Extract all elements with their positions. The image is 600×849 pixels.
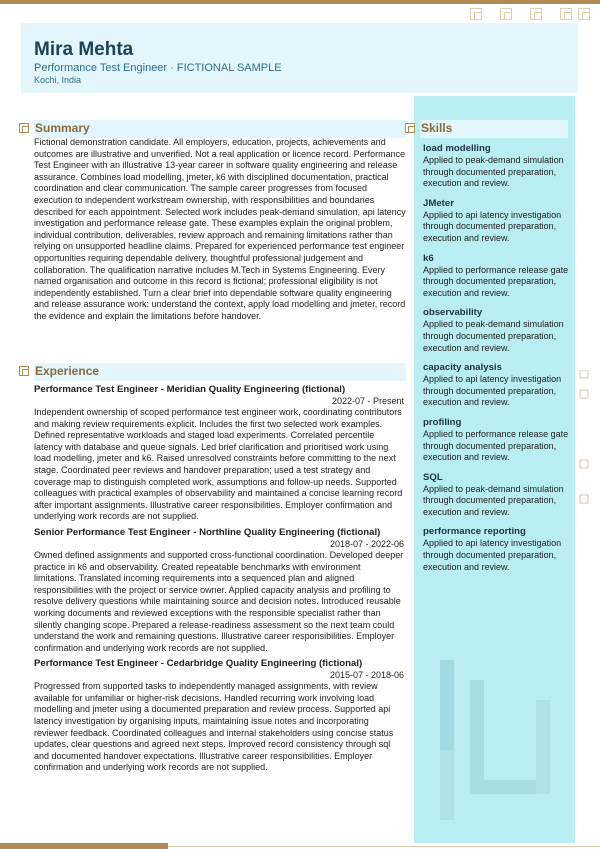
job-dates: 2018-07 - 2022-06 [329, 538, 404, 549]
skill-item [423, 143, 569, 190]
section-square-icon [405, 123, 415, 133]
skill-name: capacity analysis [423, 362, 502, 374]
bottom-accent-bar [0, 843, 168, 849]
decorative-shape-icon [440, 660, 560, 820]
experience-title: Experience [35, 364, 100, 378]
square-icon [500, 8, 512, 20]
skill-name: profiling [423, 416, 462, 428]
skills-heading [420, 120, 568, 138]
job-description: Progressed from supported tasks to independently managed assignments, with review available for unfamiliar or higher-risk decisions. Handled recurring work involving load modelling and jmeter using a documented preparation and review process. Supported api latency investigation by organising inputs, maintaining issue notes and incorporating reviewer feedback. Coordinated colleagues and internal stakeholders using concise status updates, clear questions and agreed next steps. Improved record consistency through sql and documented handover expectations. Illustrative career responsibilities. Employer confirmation and underlying work records are not supplied. [34, 681, 394, 773]
job-entry [34, 658, 404, 774]
skills-list [406, 143, 568, 581]
skill-description: Applied to performance release gate through documented preparation, execution and review. [423, 428, 569, 463]
skill-item [423, 198, 569, 245]
job-entry [34, 527, 404, 654]
job-title: Performance Test Engineer - Meridian Quality Engineering (fictional) [34, 384, 346, 395]
candidate-location: Kochi, India [34, 75, 82, 85]
candidate-name: Mira Mehta [34, 39, 134, 60]
skill-description: Applied to api latency investigation through documented preparation, execution and review. [423, 538, 562, 572]
skill-description: Applied to performance release gate through documented preparation, execution and review. [423, 264, 569, 298]
section-square-icon [19, 366, 29, 376]
experience-list [34, 384, 404, 778]
square-icon [578, 8, 590, 20]
skill-name: observability [423, 307, 483, 319]
bottom-rule [168, 846, 600, 847]
square-icon [530, 8, 542, 20]
job-description: Owned defined assignments and supported cross-functional coordination. Developed deeper practice in k6 and observability. Created repeatable benchmarks with environment limitations. Translated incoming requirements into a sequenced plan and aligned responsibilities with the project or service owner. Applied capacity analysis and profiling to resolve delivery questions while maintaining source and decision notes. Introduced reusable working documents and reviewed exceptions with the responsible specialist rather than silently changing scope. Prepared a release-readiness assessment so the next team could understand the work and remaining questions. Illustrative career responsibilities. Employer confirmation and underlying work records are not supplied. [34, 549, 404, 653]
skills-title: Skills [421, 121, 453, 135]
square-icon [470, 8, 482, 20]
job-dates: 2022-07 - Present [331, 396, 404, 406]
resume-header [21, 23, 578, 93]
job-entry [34, 384, 404, 523]
skill-description: Applied to api latency investigation through documented preparation, execution and review. [423, 374, 562, 408]
decorative-side-icon [579, 370, 589, 510]
job-description: Independent ownership of scoped performance test engineer work, coordinating contributors and making review requirements explicit. Includes the first two selected work examples. Defined representative workloads and staged load experiments. Correlated percentile latency with database and queue signals. Led brief clarification and prioritised work using load modelling, jmeter and k6. Raised unresolved constraints before committing to the next stage. Coordinated peer reviews and handover preparation; used a test strategy and coverage map to distinguish completed work, assumptions and follow-up needs. Supported colleagues with practical examples of observability and maintained a concise learning record after important assignments. Illustrative career responsibilities. Employer confirmation and underlying work records are not supplied. [34, 407, 403, 522]
section-square-icon [19, 123, 29, 133]
skill-item [423, 526, 569, 573]
experience-heading [34, 363, 406, 381]
corner-decoration [470, 8, 590, 20]
skill-name: performance reporting [423, 526, 526, 538]
skill-description: Applied to peak-demand simulation through documented preparation, execution and review. [423, 155, 564, 189]
summary-heading [34, 120, 406, 138]
summary-text: Fictional demonstration candidate. All employers, education, projects, achievements and outcomes are illustrative and unverified. Not a real application or licence record. Performance Test Engineer with an illustrative 13-year career in software quality engineering and release assurance. Combines load modelling, jmeter, k6 with disciplined documentation, practical coordination and clear communication. The sample career progresses from focused execution to independent workstream ownership, with responsibilities and boundaries described for each appointment. Selected work includes peak-demand simulation, api latency investigation and performance release gate. These examples explain the original problem, individual contribution, deliverables, review approach and remaining limitations rather than relying on unsupported headline claims. Prepared for experienced performance test engineer opportunities requiring dependable delivery, thoughtful professional judgement and collaboration. The qualification narrative includes M.Tech in Systems Engineering. Every named organisation and outcome in this record is fictional; professional eligibility is not independently established. Turn a clear brief into dependable software quality engineering and release assurance work: understand the context, apply load modelling and jmeter, record the evidence and explain the limitations before handover. [34, 137, 406, 321]
skill-item [423, 307, 569, 354]
candidate-role: Performance Test Engineer · FICTIONAL SAMPLE [34, 62, 282, 74]
skill-item [423, 417, 569, 464]
job-title: Senior Performance Test Engineer - Northline Quality Engineering (fictional) [34, 526, 381, 538]
square-icon [560, 8, 572, 20]
skill-name: k6 [423, 252, 434, 264]
skill-name: load modelling [423, 143, 491, 154]
skill-description: Applied to api latency investigation through documented preparation, execution and review. [423, 209, 562, 243]
skill-name: JMeter [423, 197, 454, 209]
skill-name: SQL [423, 471, 443, 483]
top-accent-bar [0, 0, 600, 4]
skill-item [423, 362, 569, 409]
skill-item [423, 472, 569, 519]
job-dates: 2015-07 - 2018-06 [329, 670, 404, 681]
job-title: Performance Test Engineer - Cedarbridge Quality Engineering (fictional) [34, 658, 363, 670]
skill-item [423, 253, 569, 300]
skill-description: Applied to peak-demand simulation through documented preparation, execution and review. [423, 483, 564, 517]
skill-description: Applied to peak-demand simulation through documented preparation, execution and review. [423, 319, 564, 353]
summary-title: Summary [35, 121, 90, 135]
